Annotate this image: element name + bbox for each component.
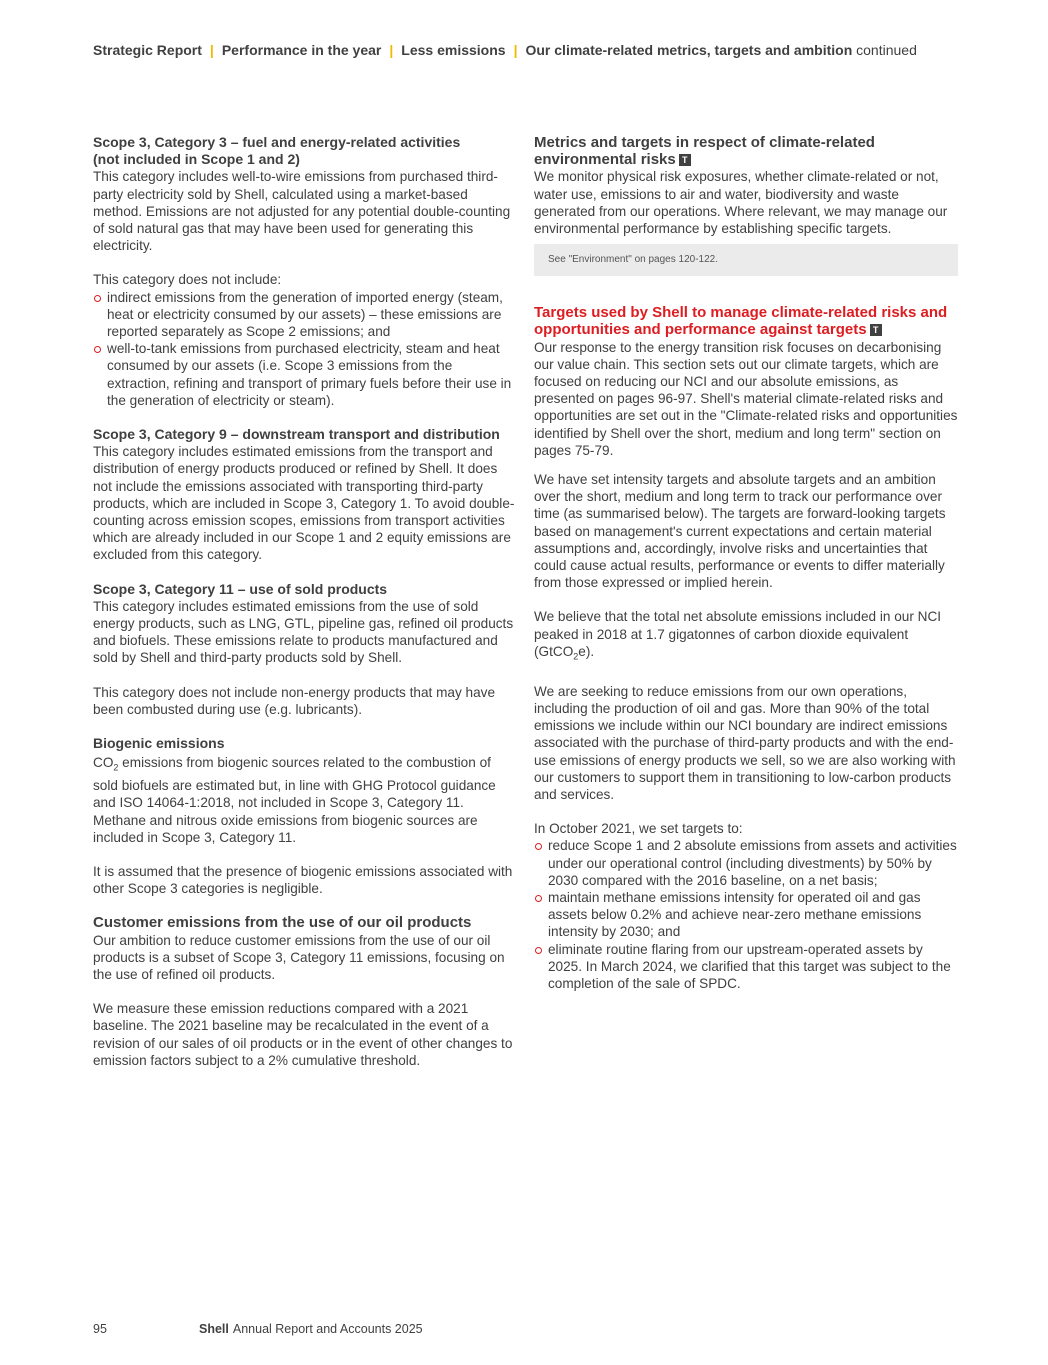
section-metrics-environmental-risks <box>534 134 958 276</box>
tcfd-badge-icon: T <box>679 154 691 166</box>
list-item: eliminate routine flaring from our upstream-operated assets by 2025. In March 2024, we clarified that this target was subject to the completion of the sale of SPDC. <box>534 941 958 993</box>
paragraph: We believe that the total net absolute emissions included in our NCI peaked in 2018 at 1.7 gigatonnes of carbon dioxide equivalent (GtCO$_2$e). <box>534 609 942 662</box>
paragraph: $CO_2$ emissions from biogenic sources related to the combustion of sold biofuels are estimated but, in line with GHG Protocol guidance and ISO 14064-1:2018, not included in Scope 3, Category 11. Methane and nitrous oxide emissions from biogenic sources are included in Scope 3, Category 11. <box>93 755 496 845</box>
paragraph: It is assumed that the presence of biogenic emissions associated with other Scope 3 categories is negligible. <box>93 864 513 897</box>
section-title: Metrics and targets in respect of climate-related environmental risks T <box>534 134 875 169</box>
section-title: Scope 3, Category 3 – fuel and energy-related activities (not included in Scope 1 and 2) <box>93 134 461 168</box>
bullet-list <box>534 837 958 992</box>
tcfd-badge-icon: T <box>870 324 882 336</box>
section-title: Biogenic emissions <box>93 735 225 752</box>
breadcrumb-separator: | <box>513 42 518 58</box>
right-column <box>534 134 958 992</box>
paragraph: In October 2021, we set targets to: <box>534 821 743 837</box>
section-scope3-category3 <box>93 134 518 409</box>
list-item: well-to-tank emissions from purchased electricity, steam and heat consumed by our assets (i.e. Scope 3 emissions from the extraction, refining and transport of primary fuels before their use in the generation of electricity or steam). <box>93 340 518 409</box>
section-climate-targets <box>534 304 958 992</box>
section-customer-emissions <box>93 914 518 1069</box>
list-item: indirect emissions from the generation of imported energy (steam, heat or electricity consumed by our assets) – these emissions are reported separately as Scope 2 emissions; and <box>93 289 518 341</box>
section-scope3-category11 <box>93 581 518 718</box>
breadcrumb-current-section: Our climate-related metrics, targets and ambition <box>525 42 853 58</box>
paragraph: Our response to the energy transition risk focuses on decarbonising our value chain. This section sets out our climate targets, which are focused on reducing our NCI and our absolute emissions, as presented on pages 96-97. Shell's material climate-related risks and opportunities are set out in the "Climate-related risks and opportunities identified by Shell over the short, medium and long term" section on pages 75-79. <box>534 339 958 458</box>
breadcrumb-continued: continued <box>856 42 917 58</box>
list-item: maintain methane emissions intensity for operated oil and gas assets below 0.2% and achieve near-zero methane emissions intensity by 2030; and <box>534 889 958 941</box>
breadcrumb <box>93 42 993 58</box>
paragraph: This category does not include non-energy products that may have been combusted during use (e.g. lubricants). <box>93 684 496 717</box>
section-title: Scope 3, Category 9 – downstream transport and distribution <box>93 426 500 443</box>
brand-name: Shell <box>199 1322 229 1336</box>
paragraph: We monitor physical risk exposures, whether climate-related or not, water use, emissions to air and water, biodiversity and waste generated from our operations. Where relevant, we may manage our environmental performance by establishing specific targets. <box>534 169 948 237</box>
bullet-list <box>93 289 518 409</box>
section-title: Targets used by Shell to manage climate-related risks and opportunities and performance against targets T <box>534 304 948 339</box>
paragraph: This category includes estimated emissions from the transport and distribution of energy products produced or refined by Shell. It does not include the emissions associated with transporting third-party products, which are included in Scope 3, Category 1. To avoid double-counting across emission scopes, emissions from transport activities which are already included in our Scope 1 and 2 equity emissions are excluded from this category. <box>93 444 515 563</box>
paragraph: This category includes estimated emissions from the use of sold energy products, such as LNG, GTL, pipeline gas, refined oil products and biofuels. These emissions relate to products manufactured and sold by Shell and third-party products sold by Shell. <box>93 598 514 666</box>
paragraph: This category includes well-to-wire emissions from purchased third-party electricity sold by Shell, calculated using a market-based method. Emissions are not adjusted for any potential double-counting of sold natural gas that may have been used for generating this electricity. <box>93 169 511 254</box>
paragraph: This category does not include: <box>93 272 282 288</box>
section-title: Scope 3, Category 11 – use of sold products <box>93 580 388 597</box>
breadcrumb-separator: | <box>209 42 214 58</box>
section-title: Customer emissions from the use of our oil products <box>93 914 472 932</box>
paragraph: We have set intensity targets and absolute targets and an ambition over the short, medium and long term to track our performance over time (as summarised below). The targets are forward-looking targets based on management's current expectations and certain material assumptions and, accordingly, involve risks and uncertainties that could cause actual results, performance or events to differ materially from those expressed or implied herein. <box>534 472 946 591</box>
paragraph: Our ambition to reduce customer emissions from the use of our oil products is a subset of Scope 3, Category 11 emissions, focusing on the use of refined oil products. <box>93 932 505 983</box>
section-biogenic-emissions <box>93 735 518 897</box>
cross-reference-box[interactable]: See "Environment" on pages 120-122. <box>534 244 958 276</box>
paragraph: We measure these emission reductions compared with a 2021 baseline. The 2021 baseline may be recalculated in the event of a revision of our sales of oil products or in the event of other changes to emission factors subject to a 2% cumulative threshold. <box>93 1001 513 1068</box>
breadcrumb-performance[interactable]: Performance in the year <box>221 42 382 58</box>
list-item: reduce Scope 1 and 2 absolute emissions from assets and activities under our operational control (including divestments) by 50% by 2030 compared with the 2016 baseline, on a net basis; <box>534 837 958 889</box>
section-scope3-category9 <box>93 426 518 564</box>
footer-title: Shell Annual Report and Accounts 2025 <box>199 1322 423 1336</box>
breadcrumb-strategic-report[interactable]: Strategic Report <box>93 42 202 58</box>
breadcrumb-less-emissions[interactable]: Less emissions <box>401 42 506 58</box>
paragraph: We are seeking to reduce emissions from our own operations, including the production of oil and gas. More than 90% of the total emissions we include within our NCI boundary are indirect emissions associated with the purchase of third-party products and with the end-use emissions of energy products we sell, so we are also working with our customers to support them in transitioning to low-carbon products and services. <box>534 683 956 803</box>
left-column <box>93 134 518 1069</box>
page-number: 95 <box>93 1322 107 1336</box>
breadcrumb-separator: | <box>389 42 394 58</box>
